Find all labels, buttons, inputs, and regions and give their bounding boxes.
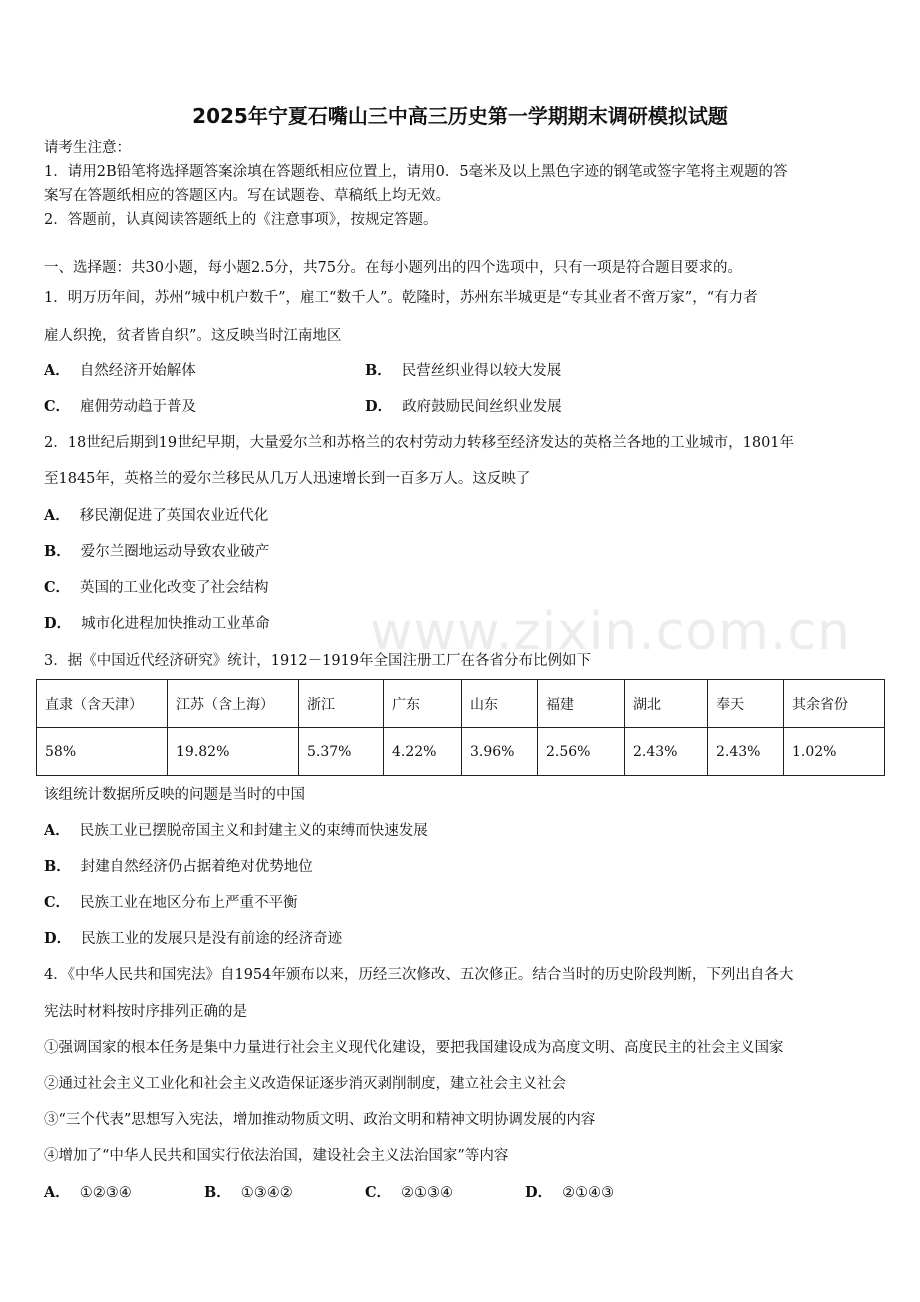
option-text: 民族工业的发展只是没有前途的经济奇迹 xyxy=(81,931,343,947)
option-text: 城市化进程加快推动工业革命 xyxy=(81,616,270,632)
option-letter: C． xyxy=(365,1184,392,1201)
table-cell: 2.43% xyxy=(625,728,708,776)
q1-option-d[interactable] xyxy=(365,397,562,417)
option-text: 民族工业在地区分布上严重不平衡 xyxy=(80,895,298,911)
q1-option-a[interactable] xyxy=(44,361,196,381)
table-header-cell: 福建 xyxy=(538,680,625,728)
option-letter: C． xyxy=(44,398,71,415)
q3-after: 该组统计数据所反映的问题是当时的中国 xyxy=(44,787,305,803)
q4-option-d[interactable] xyxy=(525,1183,614,1203)
option-letter: B． xyxy=(204,1184,231,1201)
q2-stem: 至1845年，英格兰的爱尔兰移民从几万人迅速增长到一百多万人。这反映了 xyxy=(44,471,531,487)
table-header-cell: 江苏（含上海） xyxy=(168,680,299,728)
table-header-cell: 湖北 xyxy=(625,680,708,728)
option-letter: A． xyxy=(44,362,70,379)
table-cell: 1.02% xyxy=(784,728,885,776)
option-letter: B． xyxy=(44,543,71,560)
factory-distribution-table xyxy=(36,679,885,776)
option-letter: D． xyxy=(365,398,393,415)
notice-item: 1．请用2B铅笔将选择题答案涂填在答题纸相应位置上，请用0．5毫米及以上黑色字迹的钢笔或签字笔将主观题的答 xyxy=(44,164,788,180)
q4-option-c[interactable] xyxy=(365,1183,453,1203)
q1-stem: 雇人织挽，贫者皆自织”。这反映当时江南地区 xyxy=(44,328,342,344)
option-letter: B． xyxy=(44,858,71,875)
option-text: ①③④② xyxy=(240,1185,293,1201)
notice-item: 案写在答题纸相应的答题区内。写在试题卷、草稿纸上均无效。 xyxy=(44,188,450,204)
q2-option-b[interactable] xyxy=(44,542,269,562)
q2-option-c[interactable] xyxy=(44,578,269,598)
notice-item: 2．答题前，认真阅读答题纸上的《注意事项》，按规定答题。 xyxy=(44,212,438,228)
option-letter: A． xyxy=(44,822,70,839)
table-header-cell: 直隶（含天津） xyxy=(37,680,168,728)
table-cell: 2.56% xyxy=(538,728,625,776)
q2-stem: 2．18世纪后期到19世纪早期，大量爱尔兰和苏格兰的农村劳动力转移至经济发达的英格兰各地的工业城市，1801年 xyxy=(44,435,795,451)
option-letter: A． xyxy=(44,1184,70,1201)
notice-heading: 请考生注意： xyxy=(44,140,131,156)
q2-option-a[interactable] xyxy=(44,506,268,526)
option-text: 民族工业已摆脱帝国主义和封建主义的束缚而快速发展 xyxy=(79,823,428,839)
option-text: 移民潮促进了英国农业近代化 xyxy=(79,508,269,524)
q4-item: ④增加了“中华人民共和国实行依法治国，建设社会主义法治国家”等内容 xyxy=(44,1148,509,1164)
table-header-row xyxy=(37,680,885,728)
option-text: ①②③④ xyxy=(79,1185,132,1201)
option-text: 自然经济开始解体 xyxy=(79,363,196,379)
q2-option-d[interactable] xyxy=(44,614,270,634)
q1-stem: 1．明万历年间，苏州“城中机户数千”，雇工“数千人”。乾隆时，苏州东半城更是“专其业者不啻万家”，“有力者 xyxy=(44,290,758,306)
table-row xyxy=(37,728,885,776)
page-title: 2025年宁夏石嘴山三中高三历史第一学期期末调研模拟试题 xyxy=(192,104,728,128)
table-header-cell: 浙江 xyxy=(299,680,384,728)
q3-option-a[interactable] xyxy=(44,821,428,841)
table-header-cell: 其余省份 xyxy=(784,680,885,728)
option-letter: C． xyxy=(44,579,71,596)
table-header-cell: 山东 xyxy=(462,680,538,728)
option-letter: D． xyxy=(44,615,72,632)
q4-item: ②通过社会主义工业化和社会主义改造保证逐步消灭剥削制度，建立社会主义社会 xyxy=(44,1076,566,1092)
option-text: 爱尔兰圈地运动导致农业破产 xyxy=(80,544,270,560)
option-text: 雇佣劳动趋于普及 xyxy=(80,399,197,415)
table-cell: 4.22% xyxy=(384,728,462,776)
option-letter: D． xyxy=(525,1184,553,1201)
option-text: ②①③④ xyxy=(401,1185,454,1201)
option-letter: B． xyxy=(365,362,392,379)
table-header-cell: 广东 xyxy=(384,680,462,728)
option-text: 民营丝织业得以较大发展 xyxy=(401,363,562,379)
table-cell: 19.82% xyxy=(168,728,299,776)
option-letter: A． xyxy=(44,507,70,524)
table-cell: 3.96% xyxy=(462,728,538,776)
table-cell: 5.37% xyxy=(299,728,384,776)
q1-option-b[interactable] xyxy=(365,361,561,381)
q4-item: ③“三个代表”思想写入宪法，增加推动物质文明、政治文明和精神文明协调发展的内容 xyxy=(44,1112,596,1128)
q4-option-b[interactable] xyxy=(204,1183,293,1203)
section-heading: 一、选择题：共30小题，每小题2.5分，共75分。在每小题列出的四个选项中，只有一项是符合题目要求的。 xyxy=(44,260,742,276)
q4-stem: 宪法时材料按时序排列正确的是 xyxy=(44,1004,247,1020)
q1-option-c[interactable] xyxy=(44,397,196,417)
table-cell: 2.43% xyxy=(708,728,784,776)
option-text: 封建自然经济仍占据着绝对优势地位 xyxy=(80,859,313,875)
q4-item: ①强调国家的根本任务是集中力量进行社会主义现代化建设，要把我国建设成为高度文明、高度民主的社会主义国家 xyxy=(44,1040,784,1056)
q3-option-c[interactable] xyxy=(44,893,298,913)
q4-option-a[interactable] xyxy=(44,1183,132,1203)
option-text: 政府鼓励民间丝织业发展 xyxy=(402,399,562,415)
watermark: www.zixin.com.cn xyxy=(370,602,851,662)
option-letter: D． xyxy=(44,930,72,947)
q3-option-d[interactable] xyxy=(44,929,342,949)
option-letter: C． xyxy=(44,894,71,911)
q3-option-b[interactable] xyxy=(44,857,313,877)
option-text: ②①④③ xyxy=(562,1185,615,1201)
q4-stem: 4．《中华人民共和国宪法》自1954年颁布以来，历经三次修改、五次修正。结合当时的历史阶段判断，下列出自各大 xyxy=(44,967,794,983)
table-cell: 58% xyxy=(37,728,168,776)
option-text: 英国的工业化改变了社会结构 xyxy=(80,580,269,596)
q3-stem: 3．据《中国近代经济研究》统计，1912－1919年全国注册工厂在各省分布比例如下 xyxy=(44,653,592,669)
table-header-cell: 奉天 xyxy=(708,680,784,728)
